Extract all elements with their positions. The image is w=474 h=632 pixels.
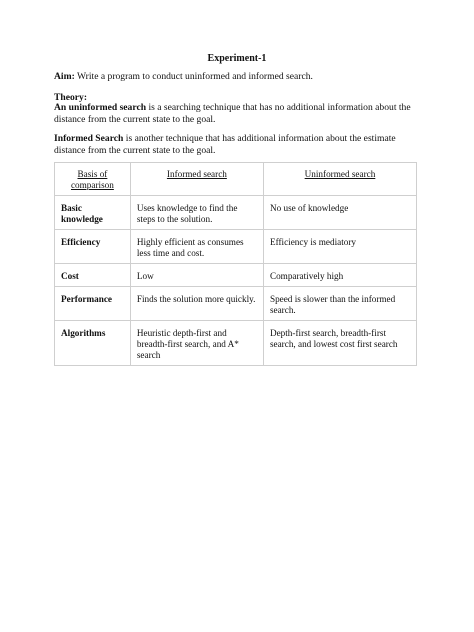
document-title: Experiment-1 <box>207 53 267 64</box>
uninformed-cell: Efficiency is mediatory <box>263 230 416 264</box>
uninformed-cell: Depth-first search, breadth-first search, and lowest cost first search <box>263 321 416 366</box>
uninformed-text: is a searching technique that has no additional information about the distance from the current state to the goal. <box>54 102 411 125</box>
informed-text: is another technique that has additional information about the estimate distance from the current state to the goal. <box>54 133 396 156</box>
aim-label: Aim: <box>54 71 75 82</box>
informed-cell: Finds the solution more quickly. <box>130 287 263 321</box>
table-row <box>55 230 417 264</box>
informed-paragraph <box>54 133 426 156</box>
uninformed-cell: No use of knowledge <box>263 196 416 230</box>
row-label: Basic knowledge <box>55 196 131 230</box>
header-basis: Basis of comparison <box>55 163 131 196</box>
table-row <box>55 287 417 321</box>
uninformed-label: An uninformed search <box>54 102 147 113</box>
table-header-row <box>55 163 417 196</box>
informed-label: Informed Search <box>54 133 124 144</box>
header-informed: Informed search <box>130 163 263 196</box>
table-row <box>55 321 417 366</box>
aim-paragraph <box>54 71 426 83</box>
header-uninformed: Uninformed search <box>263 163 416 196</box>
uninformed-cell: Comparatively high <box>263 264 416 287</box>
theory-label: Theory: <box>54 92 88 103</box>
informed-cell: Heuristic depth-first and breadth-first search, and A* search <box>130 321 263 366</box>
comparison-table <box>54 162 417 366</box>
table-row <box>55 196 417 230</box>
uninformed-cell: Speed is slower than the informed search. <box>263 287 416 321</box>
uninformed-paragraph <box>54 102 426 125</box>
row-label: Cost <box>55 264 131 287</box>
aim-text: Write a program to conduct uninformed and informed search. <box>74 71 313 82</box>
informed-cell: Uses knowledge to find the steps to the solution. <box>130 196 263 230</box>
table-row <box>55 264 417 287</box>
informed-cell: Highly efficient as consumes less time and cost. <box>130 230 263 264</box>
row-label: Algorithms <box>55 321 131 366</box>
row-label: Efficiency <box>55 230 131 264</box>
informed-cell: Low <box>130 264 263 287</box>
row-label: Performance <box>55 287 131 321</box>
